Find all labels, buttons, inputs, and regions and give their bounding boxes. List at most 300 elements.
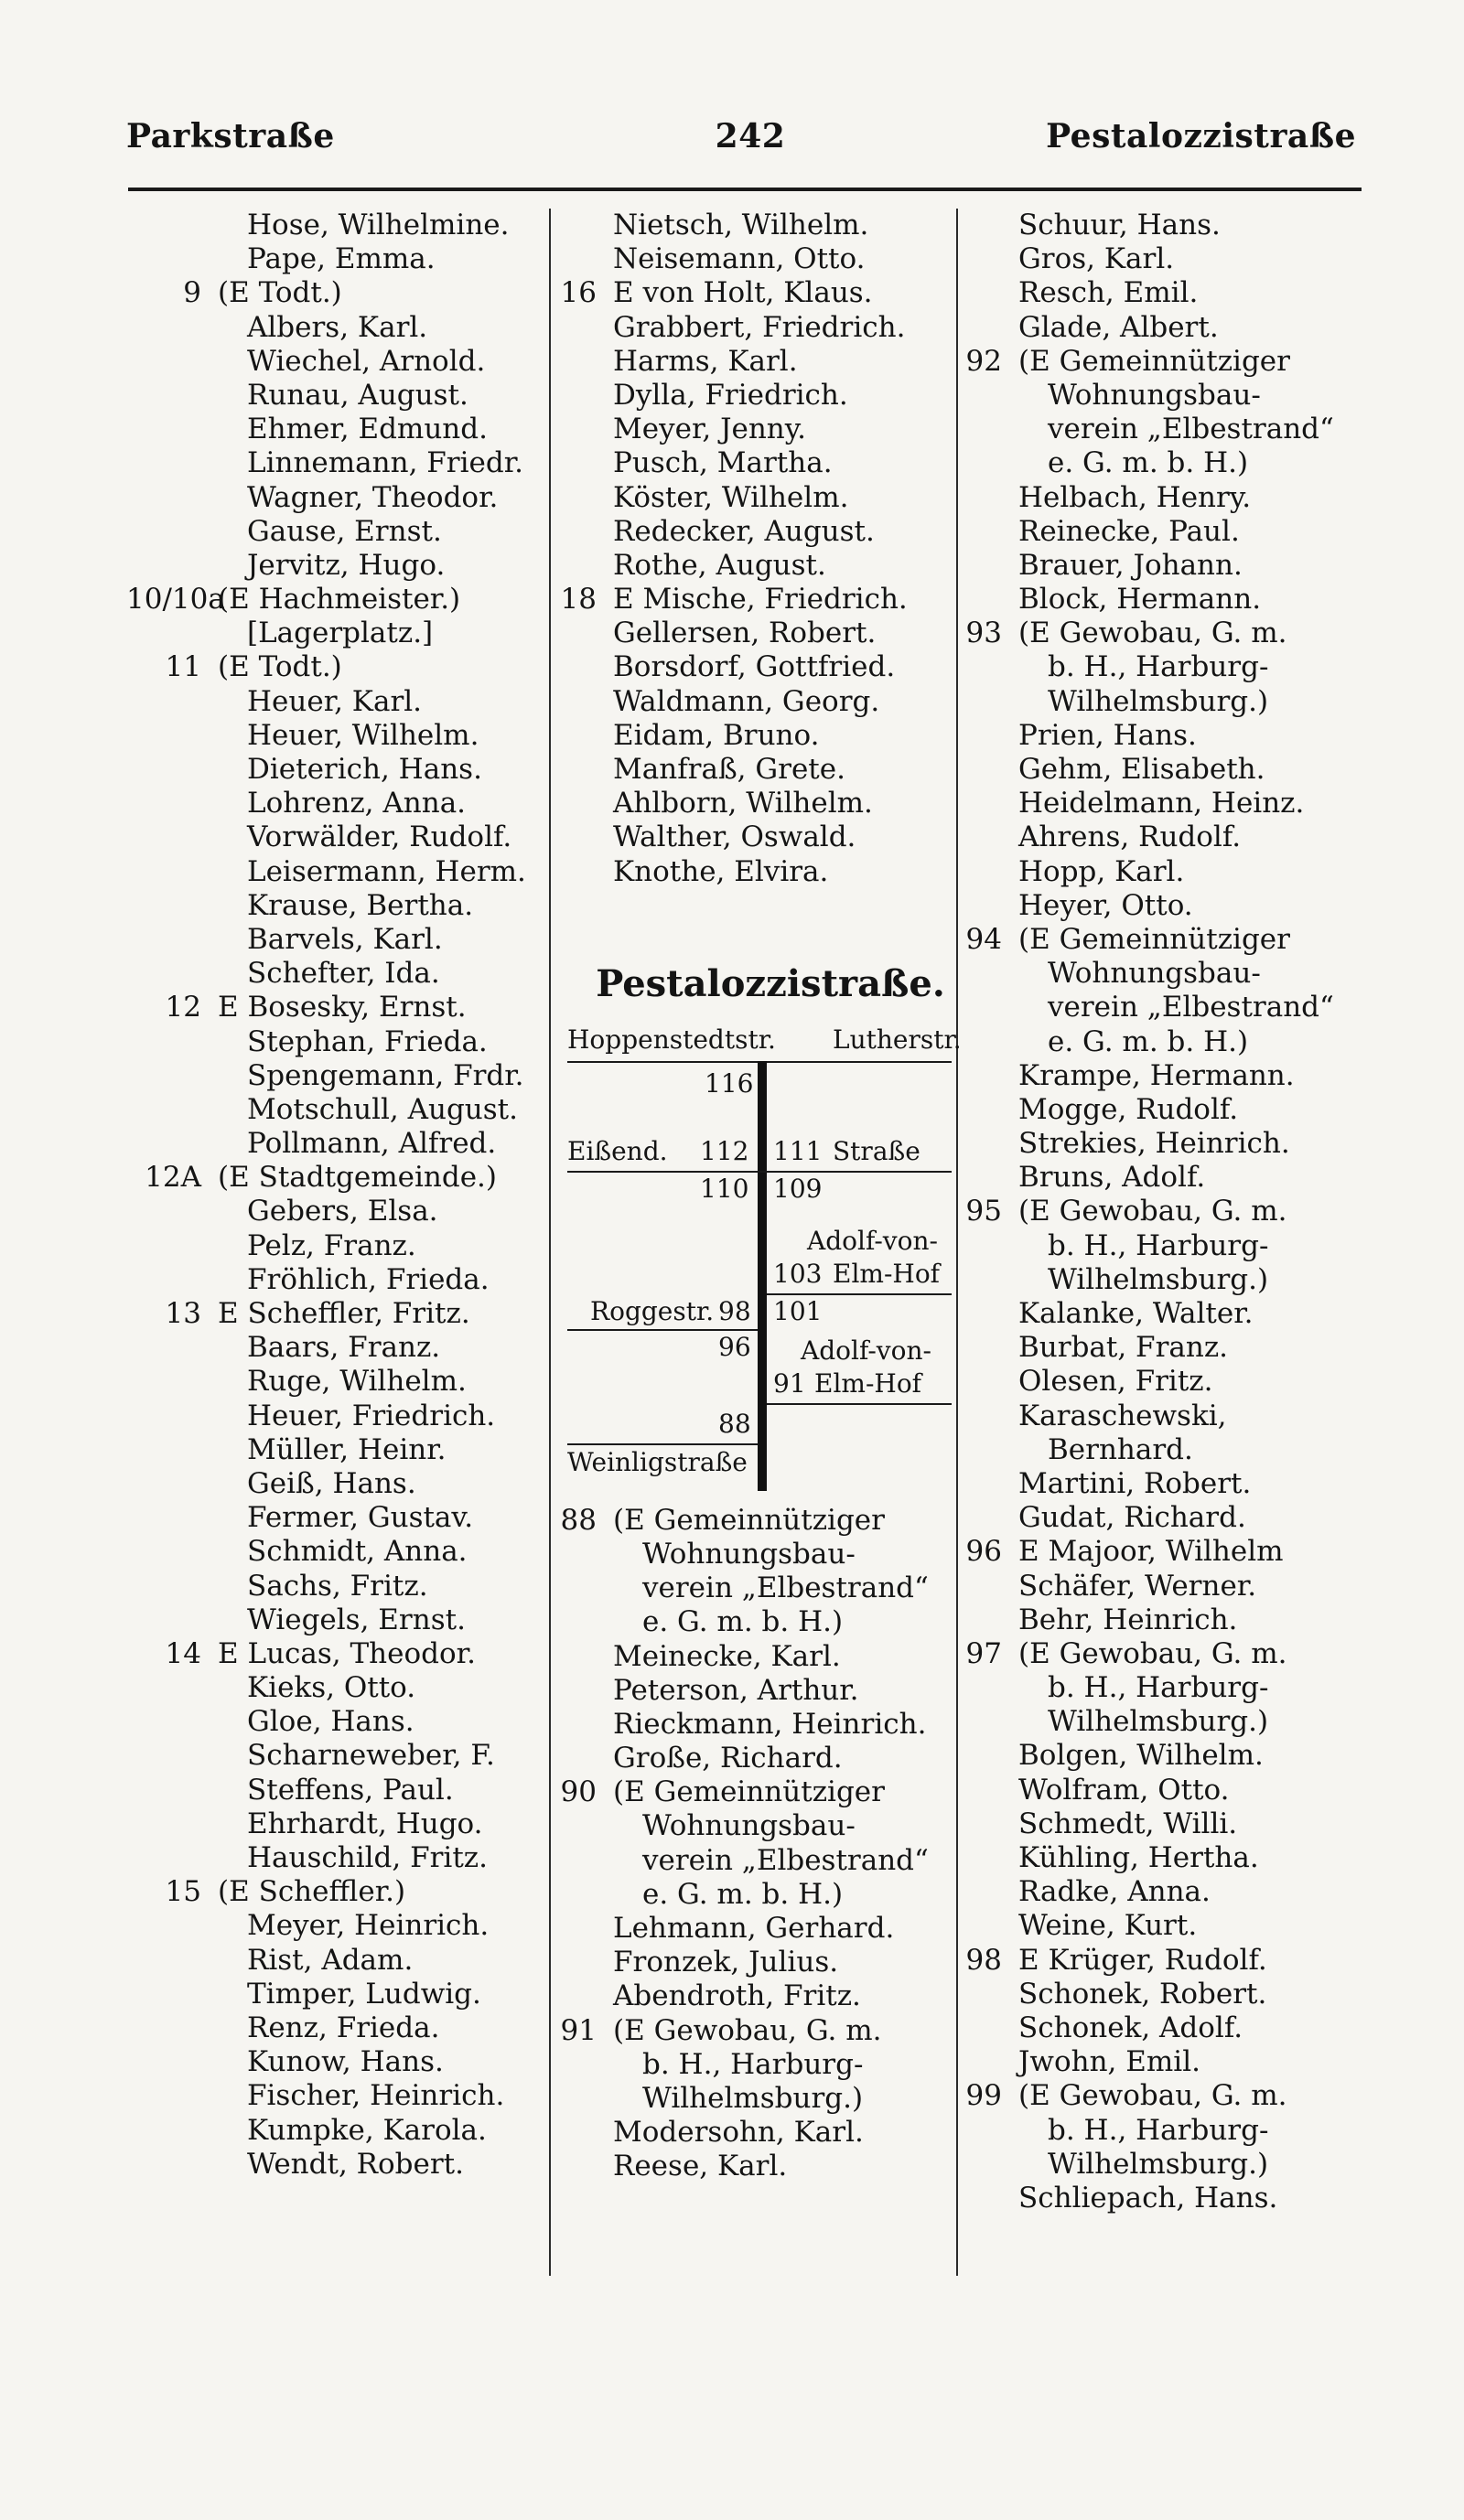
resident-entry: (E Gemeinnütziger <box>613 1775 885 1809</box>
list-item <box>560 1878 963 1912</box>
house-number: 12 <box>165 991 201 1024</box>
list-item <box>560 1844 963 1878</box>
resident-entry: b. H., Harburg- <box>1048 650 1269 684</box>
resident-entry: Wohnungsbau- <box>1048 378 1261 412</box>
list-item <box>126 549 543 583</box>
diagram-num-103: 103 <box>773 1258 823 1289</box>
list-item <box>126 889 543 923</box>
column-3 <box>956 209 1386 2215</box>
resident-entry: (E Gewobau, G. m. <box>1018 1195 1287 1228</box>
house-number: 12A <box>145 1161 201 1195</box>
resident-entry: Spengemann, Frdr. <box>247 1058 524 1092</box>
column-2-entries-bottom <box>560 1504 963 2184</box>
resident-entry: (E Gemeinnütziger <box>1018 922 1290 956</box>
resident-entry: Reese, Karl. <box>613 2150 788 2183</box>
list-item <box>126 855 543 889</box>
list-item <box>956 1978 1386 2011</box>
list-item <box>956 889 1386 923</box>
house-number: 95 <box>965 1195 1002 1228</box>
list-item <box>560 481 963 515</box>
list-item <box>560 549 963 583</box>
list-item <box>126 2114 543 2148</box>
resident-entry: Fronzek, Julius. <box>613 1946 839 1979</box>
resident-entry: Bruns, Adolf. <box>1018 1161 1206 1195</box>
list-item <box>560 1912 963 1946</box>
list-item <box>956 1127 1386 1161</box>
resident-entry: Barvels, Karl. <box>247 922 443 956</box>
resident-entry: Weine, Kurt. <box>1018 1909 1198 1943</box>
resident-entry: Hose, Wilhelmine. <box>247 209 510 241</box>
diagram-main-street-line <box>758 1061 767 1491</box>
resident-entry: E Bosesky, Ernst. <box>218 991 467 1024</box>
resident-entry: Borsdorf, Gottfried. <box>613 650 896 684</box>
list-item <box>126 481 543 515</box>
list-item <box>126 1331 543 1365</box>
list-item <box>560 413 963 446</box>
resident-entry: Ahlborn, Wilhelm. <box>613 787 873 820</box>
list-item <box>560 583 963 617</box>
list-item <box>126 617 543 650</box>
resident-entry: Schonek, Adolf. <box>1018 2011 1243 2044</box>
resident-entry: Pusch, Martha. <box>613 446 833 480</box>
resident-entry: Ahrens, Rudolf. <box>1018 820 1242 854</box>
house-number: 9 <box>183 276 201 310</box>
resident-entry: (E Scheffler.) <box>218 1875 406 1909</box>
list-item <box>126 379 543 413</box>
resident-entry: Schefter, Ida. <box>247 957 440 991</box>
list-item <box>560 650 963 684</box>
resident-entry: Gehm, Elisabeth. <box>1018 753 1265 786</box>
list-item <box>956 1161 1386 1195</box>
list-item <box>126 1875 543 1909</box>
resident-entry: Fermer, Gustav. <box>247 1501 474 1535</box>
resident-entry: b. H., Harburg- <box>642 2047 864 2081</box>
resident-entry: Reinecke, Paul. <box>1018 514 1240 548</box>
header-right-street: Pestalozzistraße <box>1046 117 1356 155</box>
resident-entry: Knothe, Elvira. <box>613 854 829 888</box>
resident-entry: Heyer, Otto. <box>1018 888 1193 922</box>
resident-entry: b. H., Harburg- <box>1048 2113 1269 2147</box>
list-item <box>956 1570 1386 1603</box>
list-item <box>126 923 543 957</box>
list-item <box>956 1501 1386 1535</box>
diagram-bottom-left-street: Weinligstraße <box>567 1446 748 1477</box>
list-item <box>956 855 1386 889</box>
list-item <box>956 2148 1386 2182</box>
list-item <box>956 2182 1386 2215</box>
list-item <box>126 820 543 854</box>
list-item <box>956 446 1386 480</box>
list-item <box>560 1809 963 1843</box>
list-item <box>126 2148 543 2182</box>
resident-entry: Lehmann, Gerhard. <box>613 1912 895 1945</box>
resident-entry: Helbach, Henry. <box>1018 480 1252 514</box>
resident-entry: Martini, Robert. <box>1018 1466 1252 1500</box>
resident-entry: Mogge, Rudolf. <box>1018 1092 1239 1126</box>
resident-entry: Resch, Emil. <box>1018 276 1199 310</box>
resident-entry: Dylla, Friedrich. <box>613 378 848 412</box>
list-item <box>126 2079 543 2113</box>
resident-entry: Walther, Oswald. <box>613 820 856 854</box>
list-item <box>126 1161 543 1195</box>
resident-entry: Radke, Anna. <box>1018 1875 1211 1909</box>
resident-entry: Kieks, Otto. <box>247 1671 416 1705</box>
resident-entry: Gudat, Richard. <box>1018 1501 1246 1535</box>
list-item <box>126 242 543 276</box>
list-item <box>126 583 543 617</box>
resident-entry: Brauer, Johann. <box>1018 548 1243 582</box>
list-item <box>956 1774 1386 1807</box>
list-item <box>956 1739 1386 1773</box>
resident-entry: e. G. m. b. H.) <box>642 1877 844 1911</box>
list-item <box>956 242 1386 276</box>
list-item <box>956 276 1386 310</box>
list-item <box>956 1705 1386 1739</box>
list-item <box>956 413 1386 446</box>
resident-entry: Wendt, Robert. <box>247 2147 464 2181</box>
resident-entry: Kühling, Hertha. <box>1018 1841 1259 1874</box>
list-item <box>956 345 1386 379</box>
resident-entry: Vorwälder, Rudolf. <box>247 820 512 854</box>
resident-entry: Prien, Hans. <box>1018 718 1197 752</box>
list-item <box>956 2011 1386 2045</box>
resident-entry: Pollmann, Alfred. <box>247 1127 497 1161</box>
resident-entry: Meyer, Heinrich. <box>247 1909 490 1943</box>
resident-entry: Wilhelmsburg.) <box>1048 2147 1269 2181</box>
list-item <box>560 1674 963 1708</box>
resident-entry: (E Gewobau, G. m. <box>1018 1636 1287 1670</box>
list-item <box>560 1538 963 1571</box>
resident-entry: E Mische, Friedrich. <box>613 583 908 617</box>
resident-entry: Wolfram, Otto. <box>1018 1773 1230 1807</box>
header-rule <box>128 188 1362 191</box>
column-2-entries-top <box>560 209 963 889</box>
list-item <box>560 1946 963 1979</box>
column-divider-1 <box>549 209 551 2276</box>
list-item <box>126 1978 543 2011</box>
list-item <box>126 1093 543 1127</box>
resident-entry: (E Todt.) <box>218 650 342 684</box>
resident-entry: Gloe, Hans. <box>247 1705 414 1739</box>
list-item <box>126 650 543 684</box>
list-item <box>126 1263 543 1297</box>
resident-entry: Wilhelmsburg.) <box>1048 684 1269 718</box>
list-item <box>126 1025 543 1059</box>
list-item <box>956 1263 1386 1297</box>
list-item <box>126 1229 543 1263</box>
resident-entry: Hopp, Karl. <box>1018 854 1185 888</box>
list-item <box>126 1399 543 1433</box>
house-number: 10/10a <box>126 583 225 617</box>
list-item <box>560 685 963 719</box>
resident-entry: Schmedt, Willi. <box>1018 1807 1238 1840</box>
resident-entry: Ruge, Wilhelm. <box>247 1365 467 1399</box>
resident-entry: Lohrenz, Anna. <box>247 787 467 820</box>
list-item <box>560 345 963 379</box>
list-item <box>126 1195 543 1228</box>
diagram-cross-line-5 <box>567 1443 758 1445</box>
resident-entry: Wohnungsbau- <box>642 1809 856 1843</box>
resident-entry: Baars, Franz. <box>247 1331 441 1365</box>
resident-entry: Modersohn, Karl. <box>613 2116 864 2150</box>
resident-entry: Manfraß, Grete. <box>613 753 845 786</box>
list-item <box>956 1637 1386 1671</box>
diagram-num-116: 116 <box>705 1067 754 1099</box>
list-item <box>956 820 1386 854</box>
resident-entry: (E Gemeinnütziger <box>613 1503 885 1537</box>
resident-entry: Meyer, Jenny. <box>613 413 807 446</box>
resident-entry: verein „Elbestrand“ <box>642 1571 929 1605</box>
list-item <box>560 2014 963 2048</box>
list-item <box>126 1944 543 1978</box>
diagram-num-101: 101 <box>773 1295 823 1326</box>
diagram-elm-hof-2: Elm-Hof <box>814 1367 922 1399</box>
list-item <box>956 650 1386 684</box>
resident-entry: Schuur, Hans. <box>1018 209 1221 241</box>
list-item <box>126 1603 543 1637</box>
resident-entry: Ehrhardt, Hugo. <box>247 1807 483 1840</box>
list-item <box>560 787 963 820</box>
resident-entry: Wohnungsbau- <box>642 1537 856 1571</box>
list-item <box>956 923 1386 957</box>
list-item <box>126 1535 543 1569</box>
resident-entry: Gebers, Elsa. <box>247 1195 438 1228</box>
list-item <box>956 1841 1386 1875</box>
diagram-top-left-street: Hoppenstedtstr. <box>567 1024 776 1055</box>
house-number: 92 <box>965 344 1002 378</box>
list-item <box>956 1229 1386 1263</box>
column-2 <box>560 209 963 2184</box>
resident-entry: Große, Richard. <box>613 1742 843 1775</box>
resident-entry: Sachs, Fritz. <box>247 1569 428 1603</box>
resident-entry: verein „Elbestrand“ <box>1048 991 1334 1024</box>
diagram-num-96: 96 <box>718 1331 751 1362</box>
diagram-num-109: 109 <box>773 1173 823 1204</box>
resident-entry: E Lucas, Theodor. <box>218 1636 476 1670</box>
resident-entry: Heuer, Friedrich. <box>247 1399 496 1432</box>
resident-entry: Eidam, Bruno. <box>613 718 820 752</box>
list-item <box>126 1637 543 1671</box>
section-title: Pestalozzistraße. <box>596 961 945 1005</box>
resident-entry: Renz, Frieda. <box>247 2011 440 2044</box>
resident-entry: Runau, August. <box>247 378 468 412</box>
resident-entry: Bolgen, Wilhelm. <box>1018 1739 1264 1773</box>
list-item <box>956 1093 1386 1127</box>
resident-entry: Heidelmann, Heinz. <box>1018 787 1305 820</box>
list-item <box>126 1841 543 1875</box>
diagram-adolf-von-1: Adolf-von- <box>807 1225 938 1256</box>
resident-entry: Heuer, Wilhelm. <box>247 718 479 752</box>
resident-entry: Waldmann, Georg. <box>613 684 880 718</box>
resident-entry: Rist, Adam. <box>247 1943 414 1977</box>
list-item <box>956 1467 1386 1501</box>
list-item <box>560 2082 963 2116</box>
resident-entry: Motschull, August. <box>247 1092 518 1126</box>
list-item <box>126 1807 543 1841</box>
resident-entry: (E Gewobau, G. m. <box>613 2013 882 2047</box>
street-diagram <box>567 1024 962 1491</box>
list-item <box>956 1059 1386 1093</box>
list-item <box>126 1774 543 1807</box>
list-item <box>560 242 963 276</box>
list-item <box>126 1739 543 1773</box>
house-number: 18 <box>560 583 597 617</box>
diagram-num-91: 91 <box>773 1367 806 1399</box>
list-item <box>126 1909 543 1943</box>
header-left-street: Parkstraße <box>126 117 335 155</box>
diagram-adolf-von-2: Adolf-von- <box>801 1335 931 1366</box>
list-item <box>126 2045 543 2079</box>
list-item <box>126 1365 543 1399</box>
resident-entry: Grabbert, Friedrich. <box>613 310 906 344</box>
resident-entry: b. H., Harburg- <box>1048 1228 1269 1262</box>
resident-entry: Bernhard. <box>1048 1432 1193 1466</box>
list-item <box>560 311 963 345</box>
list-item <box>956 685 1386 719</box>
list-item <box>126 1501 543 1535</box>
diagram-top-right-street: Lutherstr. <box>833 1024 962 1055</box>
list-item <box>560 719 963 753</box>
resident-entry: Karaschewski, <box>1018 1399 1227 1432</box>
list-item <box>956 957 1386 991</box>
list-item <box>560 1742 963 1775</box>
resident-entry: Redecker, August. <box>613 514 875 548</box>
resident-entry: Kalanke, Walter. <box>1018 1297 1254 1330</box>
resident-entry: Wiegels, Ernst. <box>247 1603 466 1636</box>
list-item <box>956 583 1386 617</box>
resident-entry: (E Gewobau, G. m. <box>1018 617 1287 650</box>
diagram-num-111: 111 <box>773 1135 823 1166</box>
list-item <box>956 1195 1386 1228</box>
diagram-num-88: 88 <box>718 1408 751 1439</box>
resident-entry: Krause, Bertha. <box>247 888 474 922</box>
list-item <box>560 1504 963 1538</box>
list-item <box>126 1297 543 1331</box>
house-number: 94 <box>965 922 1002 956</box>
list-item <box>560 1571 963 1605</box>
resident-entry: Jwohn, Emil. <box>1018 2045 1200 2079</box>
list-item <box>956 719 1386 753</box>
resident-entry: Stephan, Frieda. <box>247 1024 488 1058</box>
list-item <box>126 957 543 991</box>
house-number: 99 <box>965 2079 1002 2113</box>
list-item <box>126 787 543 820</box>
list-item <box>956 2114 1386 2148</box>
list-item <box>956 1365 1386 1399</box>
house-number: 11 <box>165 650 201 684</box>
resident-entry: Steffens, Paul. <box>247 1773 454 1807</box>
list-item <box>956 1807 1386 1841</box>
list-item <box>560 276 963 310</box>
list-item <box>126 515 543 549</box>
list-item <box>956 787 1386 820</box>
resident-entry: Schäfer, Werner. <box>1018 1569 1257 1603</box>
list-item <box>126 2011 543 2045</box>
diagram-right-street-1: Straße <box>833 1135 920 1166</box>
list-item <box>956 1433 1386 1467</box>
list-item <box>126 753 543 787</box>
list-item <box>560 617 963 650</box>
list-item <box>560 1708 963 1742</box>
resident-entry: Wilhelmsburg.) <box>642 2081 864 2115</box>
list-item <box>560 1605 963 1639</box>
diagram-cross-line-2 <box>767 1293 952 1295</box>
resident-entry: Wagner, Theodor. <box>247 480 499 514</box>
resident-entry: Krampe, Hermann. <box>1018 1058 1295 1092</box>
resident-entry: Schonek, Robert. <box>1018 1977 1267 2011</box>
section-gap <box>560 889 963 957</box>
resident-entry: Rothe, August. <box>613 548 826 582</box>
resident-entry: Gellersen, Robert. <box>613 617 877 650</box>
diagram-num-98: 98 <box>718 1295 751 1326</box>
list-item <box>560 2048 963 2082</box>
resident-entry: Schliepach, Hans. <box>1018 2181 1278 2214</box>
resident-entry: Wohnungsbau- <box>1048 957 1261 991</box>
list-item <box>560 855 963 889</box>
resident-entry: Dieterich, Hans. <box>247 753 482 786</box>
house-number: 93 <box>965 617 1002 650</box>
resident-entry: Gause, Ernst. <box>247 514 442 548</box>
list-item <box>956 1603 1386 1637</box>
resident-entry: (E Stadtgemeinde.) <box>218 1161 498 1195</box>
list-item <box>956 311 1386 345</box>
resident-entry: Pelz, Franz. <box>247 1228 416 1262</box>
resident-entry: Timper, Ludwig. <box>247 1977 481 2011</box>
list-item <box>956 1909 1386 1943</box>
list-item <box>560 1640 963 1674</box>
list-item <box>560 2150 963 2183</box>
resident-entry: (E Gemeinnütziger <box>1018 344 1290 378</box>
resident-entry: Kunow, Hans. <box>247 2045 444 2079</box>
resident-entry: verein „Elbestrand“ <box>1048 413 1334 446</box>
list-item <box>560 209 963 242</box>
resident-entry: Leisermann, Herm. <box>247 854 526 888</box>
resident-entry: Olesen, Fritz. <box>1018 1365 1213 1399</box>
diagram-cross-line-3 <box>567 1329 758 1331</box>
resident-entry: Strekies, Heinrich. <box>1018 1127 1290 1161</box>
resident-entry: Müller, Heinr. <box>247 1432 447 1466</box>
resident-entry: Pape, Emma. <box>247 242 436 276</box>
house-number: 88 <box>560 1503 597 1537</box>
list-item <box>956 1875 1386 1909</box>
list-item <box>126 276 543 310</box>
list-item <box>560 820 963 854</box>
resident-entry: Wiechel, Arnold. <box>247 344 486 378</box>
list-item <box>126 311 543 345</box>
resident-entry: verein „Elbestrand“ <box>642 1843 929 1877</box>
list-item <box>126 413 543 446</box>
house-number: 91 <box>560 2013 597 2047</box>
list-item <box>956 209 1386 242</box>
list-item <box>560 2116 963 2150</box>
resident-entry: E Krüger, Rudolf. <box>1018 1943 1267 1977</box>
resident-entry: Schmidt, Anna. <box>247 1535 468 1569</box>
resident-entry: E Scheffler, Fritz. <box>218 1297 470 1330</box>
resident-entry: e. G. m. b. H.) <box>1048 1024 1249 1058</box>
list-item <box>956 379 1386 413</box>
house-number: 96 <box>965 1535 1002 1569</box>
diagram-left-street-2: Roggestr. <box>590 1295 715 1326</box>
list-item <box>956 2079 1386 2113</box>
resident-entry: Wilhelmsburg.) <box>1048 1705 1269 1739</box>
resident-entry: Jervitz, Hugo. <box>247 548 446 582</box>
list-item <box>560 753 963 787</box>
list-item <box>956 515 1386 549</box>
diagram-cross-line-4 <box>767 1403 952 1405</box>
list-item <box>956 2045 1386 2079</box>
list-item <box>126 1127 543 1161</box>
resident-entry: Burbat, Franz. <box>1018 1331 1229 1365</box>
